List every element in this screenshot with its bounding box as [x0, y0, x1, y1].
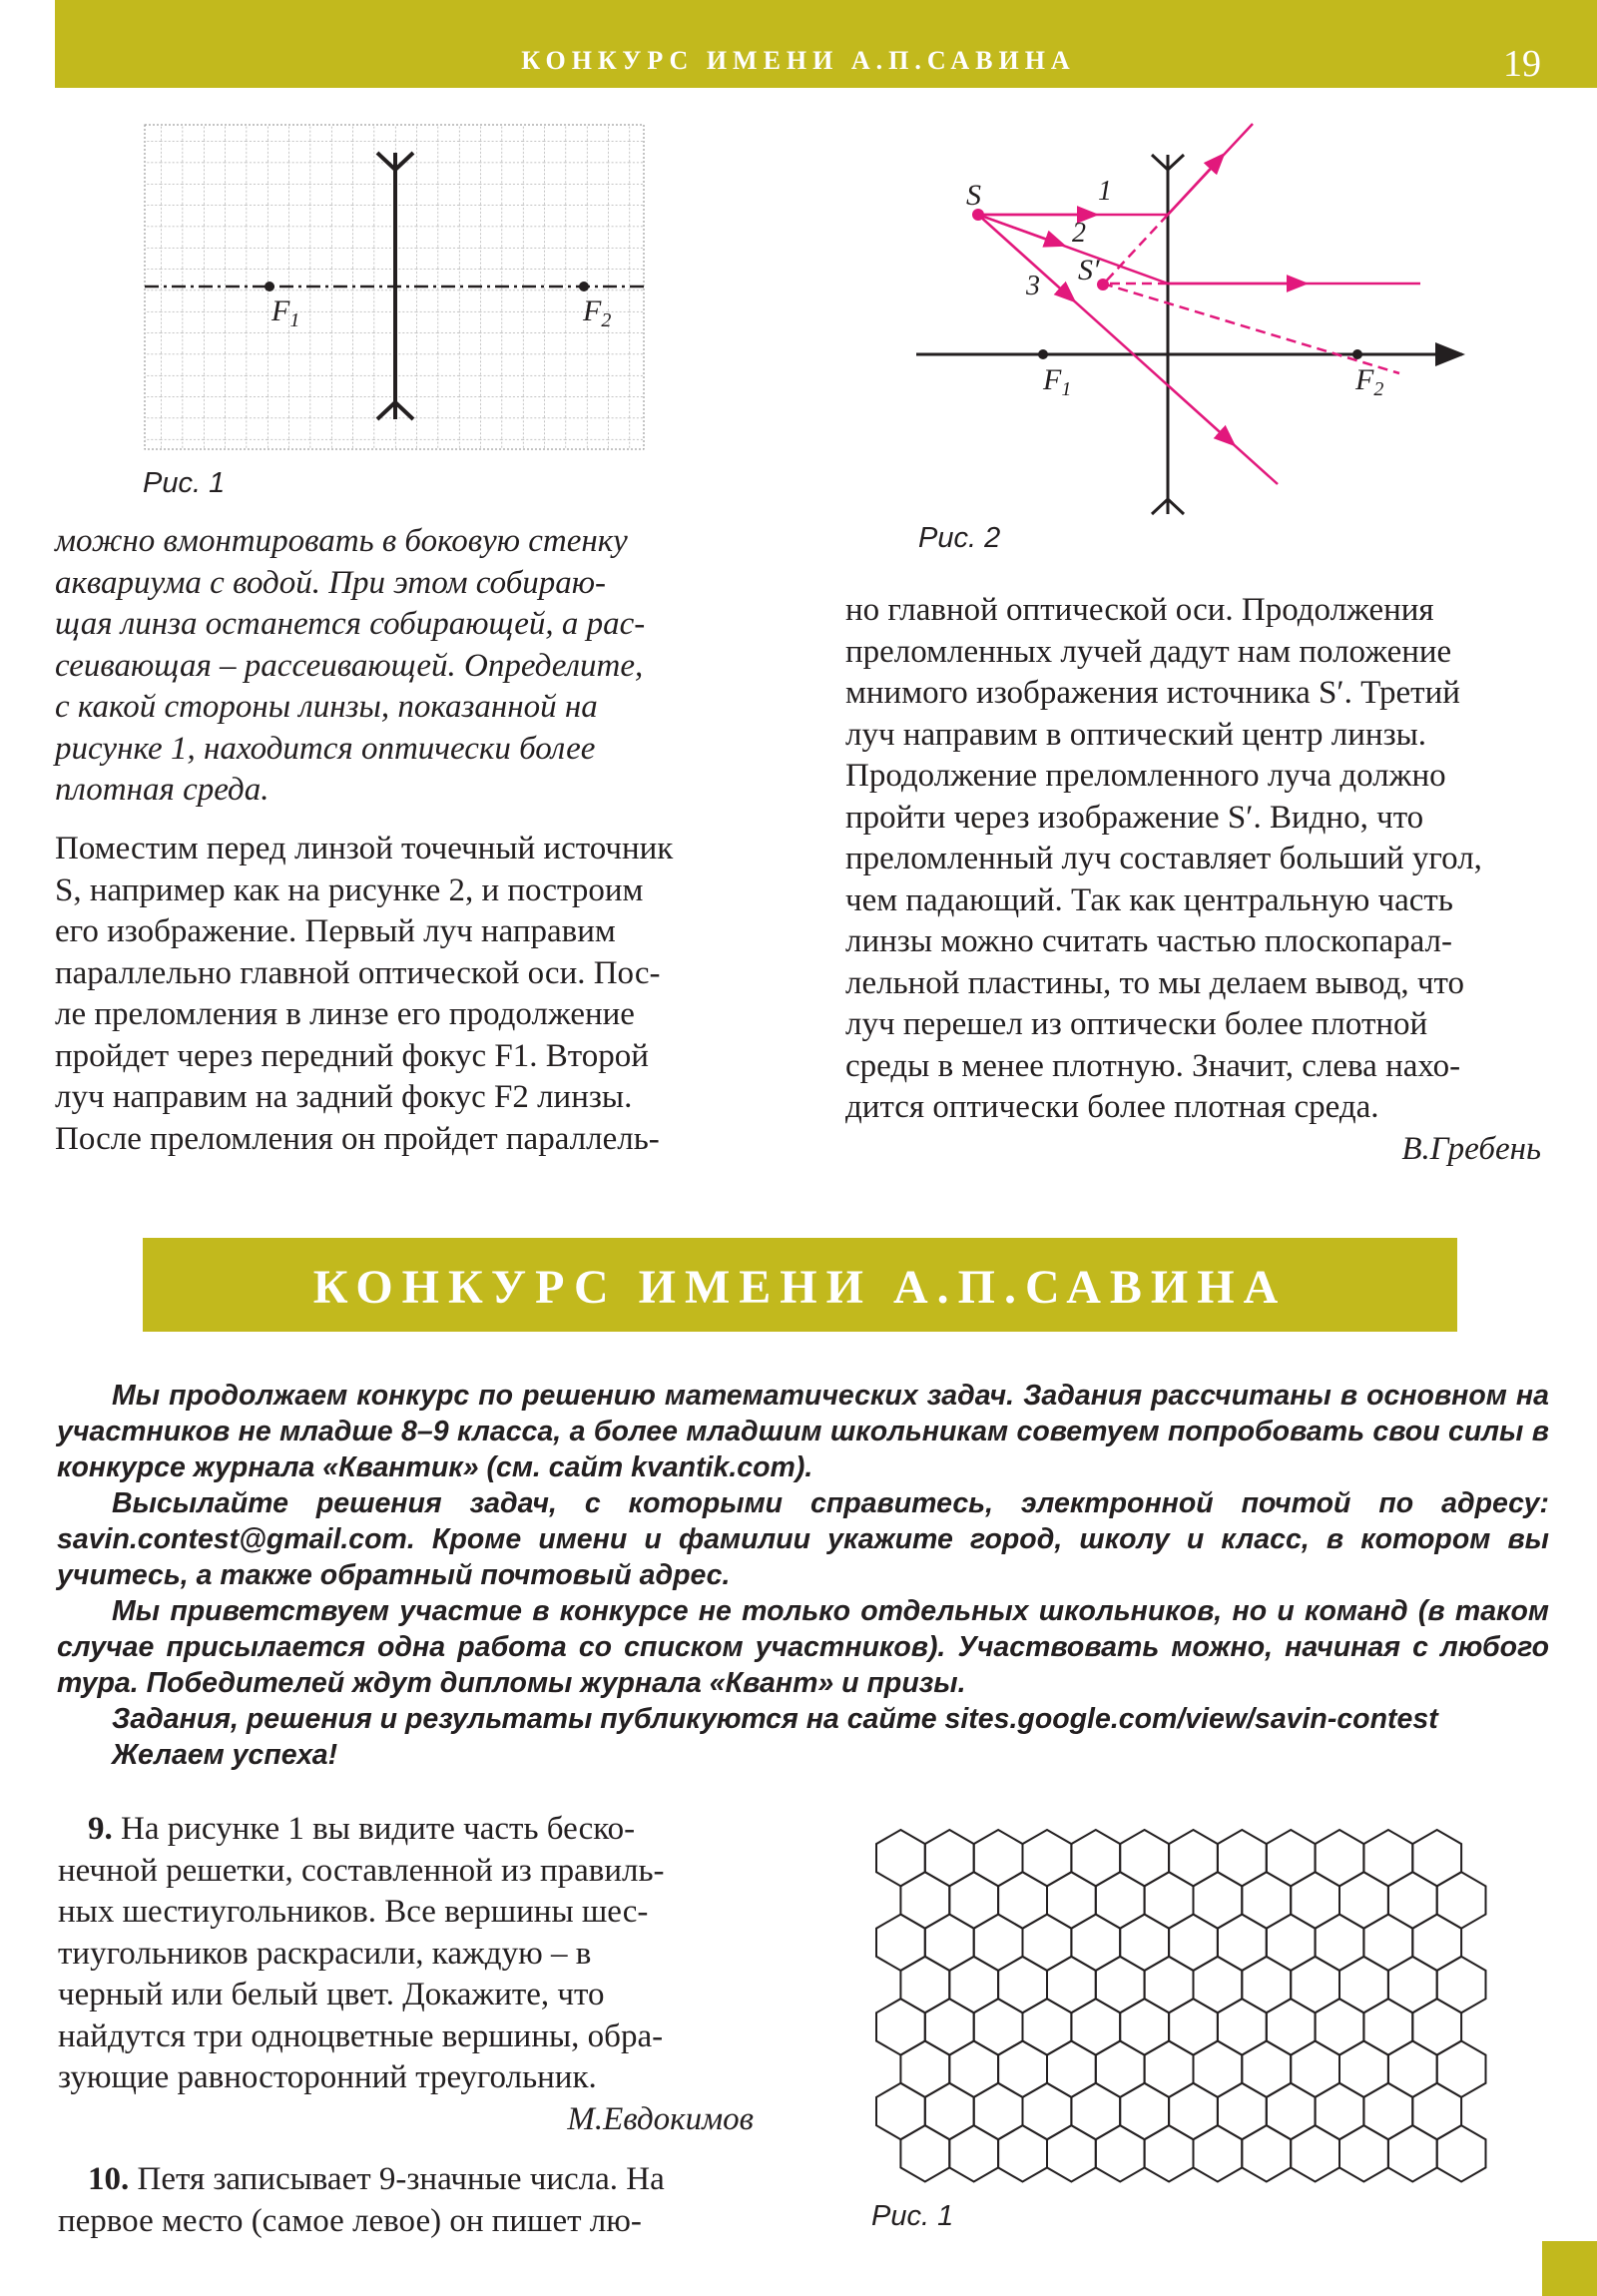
hexagon-cell: [1242, 2125, 1291, 2181]
hex-figure-caption: Рис. 1: [871, 2200, 954, 2232]
hexagon-cell: [1437, 2041, 1486, 2097]
problem-9: 9. На рисунке 1 вы видите часть беско- нечной решетки, составленной из правиль- ных шестиугольников. Все вершины шес- тиугольников раскрасили, каждую – в черный или белый цвет. Докажите, что найдутся три одноцветные вершины, обра- зующие равносторонний треугольник. М.Евдокимов: [58, 1809, 754, 2140]
hexagon-cell: [1023, 1999, 1072, 2054]
problem-9-number: 9.: [88, 1811, 113, 1847]
hexagon-cell: [1218, 2083, 1267, 2139]
hexagon-cell: [1291, 1957, 1339, 2012]
hexagon-cell: [1145, 1957, 1194, 2012]
focus-f1-point: [265, 282, 274, 291]
hexagon-cell: [1047, 1957, 1096, 2012]
hexagon-cell: [900, 2125, 949, 2181]
hexagon-cell: [1169, 1915, 1218, 1971]
label-f2-sub: 2: [601, 309, 612, 331]
label-ray-2: 2: [1072, 218, 1086, 249]
hexagon-cell: [1363, 2083, 1412, 2139]
intro-paragraph-2: Высылайте решения задач, с которыми справитесь, электронной почтой по адресу: savin.contest@gmail.com. Кроме имени и фамилии укажите город, школу и класс, в котором вы учитесь, а также обратный почтовый адрес.: [57, 1487, 1549, 1591]
svg-text:F1: [1042, 363, 1071, 400]
hexagon-cell: [1412, 2083, 1461, 2139]
hexagon-cell: [974, 1999, 1023, 2054]
hexagon-cell: [1047, 2041, 1096, 2097]
problem-10: 10. Петя записывает 9-значные числа. На первое место (самое левое) он пишет лю-: [58, 2161, 665, 2239]
hexagon-cell: [1339, 2125, 1388, 2181]
hexagon-cell: [949, 1957, 998, 2012]
hexagon-cell: [1096, 1872, 1145, 1928]
label-s: S: [966, 179, 981, 212]
hexagon-cell: [1120, 2083, 1169, 2139]
hexagon-cell: [1412, 1915, 1461, 1971]
hexagon-cell: [949, 2041, 998, 2097]
hexagon-cell: [1071, 1915, 1120, 1971]
contest-intro: [57, 1378, 1549, 1773]
figure-lens-grid: [140, 120, 659, 449]
header-title: КОНКУРС ИМЕНИ А.П.САВИНА: [521, 46, 1076, 75]
hexagon-cell: [1071, 2083, 1120, 2139]
hexagon-cell: [1388, 1957, 1437, 2012]
hexagon-cell: [1388, 2125, 1437, 2181]
hexagon-cell: [1412, 1999, 1461, 2054]
focus-f1-right: [1038, 349, 1048, 359]
label-ray-3: 3: [1026, 271, 1040, 301]
hexagon-cell: [925, 1915, 974, 1971]
hexagon-cell: [1267, 1915, 1316, 1971]
hexagon-cell: [998, 2041, 1047, 2097]
label-f2: F: [583, 294, 602, 327]
hexagon-cell: [1218, 1830, 1267, 1886]
focus-f2-point: [579, 282, 589, 291]
label-f1: F: [271, 294, 290, 327]
hexagon-cell: [925, 2083, 974, 2139]
hexagon-cell: [1023, 2083, 1072, 2139]
hexagon-cell: [876, 1830, 925, 1886]
problem-10-number: 10.: [88, 2161, 130, 2197]
hexagon-cell: [1242, 1872, 1291, 1928]
intro-paragraph-1: Мы продолжаем конкурс по решению математических задач. Задания рассчитаны в основном на участников не младше 8–9 класса, а более младшим школьникам советуем попробовать свои силы в конкурсе журнала «Квантик» (см. сайт kvantik.com).: [57, 1380, 1549, 1483]
hexagon-cell: [1023, 1830, 1072, 1886]
hexagon-cell: [1363, 1915, 1412, 1971]
hexagon-lattice-figure: [873, 1827, 1502, 2186]
label-f2-right-sub: 2: [1373, 378, 1384, 400]
hexagon-cell: [998, 1872, 1047, 1928]
hexagon-cell: [1071, 1999, 1120, 2054]
hexagon-cell: [998, 2125, 1047, 2181]
hexagon-cell: [1267, 1999, 1316, 2054]
hexagon-cell: [1267, 2083, 1316, 2139]
hexagon-cell: [974, 1915, 1023, 1971]
hexagon-cell: [1145, 1872, 1194, 1928]
ray-3-construction: [1103, 284, 1399, 373]
hexagon-cell: [1363, 1999, 1412, 2054]
label-f2-right: F: [1355, 363, 1374, 396]
solution-text: Поместим перед линзой точечный источник S, например как на рисунке 2, и построим его изображение. Первый луч направим параллельно главной оптической оси. Пос- ле преломления в линзе его продолжение пройдет через передний фокус F1. Второй луч направим на задний фокус F2 линзы. После преломления он пройдет параллель-: [55, 831, 674, 1157]
hexagon-cell: [1291, 2125, 1339, 2181]
hexagon-cell: [1388, 2041, 1437, 2097]
problem-end-text: можно вмонтировать в боковую стенку аквариума с водой. При этом собираю- щая линза останется собирающей, а рас- сеивающая – рассеивающей. Определите, с какой стороны линзы, показанной на рисунке 1, находится оптически более плотная среда.: [55, 523, 646, 808]
hexagon-cell: [949, 2125, 998, 2181]
hexagon-cell: [998, 1957, 1047, 2012]
hexagon-cell: [1316, 1915, 1364, 1971]
hexagon-cell: [974, 1830, 1023, 1886]
hexagon-cell: [1145, 2041, 1194, 2097]
label-s-prime: S′: [1078, 254, 1100, 287]
hexagon-cell: [1339, 1957, 1388, 2012]
figure-ray-diagram: [898, 120, 1477, 529]
hexagon-cell: [900, 1957, 949, 2012]
hexagon-cell: [1388, 1872, 1437, 1928]
hexagon-cell: [925, 1999, 974, 2054]
svg-text:F2: [1354, 363, 1383, 400]
hexagon-cell: [1096, 2041, 1145, 2097]
hexagon-cell: [1316, 1830, 1364, 1886]
hexagon-cell: [900, 1872, 949, 1928]
hexagon-cell: [1437, 1872, 1486, 1928]
hexagon-cell: [1412, 1830, 1461, 1886]
hexagon-cell: [1047, 2125, 1096, 2181]
figure-left-caption: Рис. 1: [143, 467, 226, 499]
corner-accent-box: [1542, 2241, 1597, 2296]
hexagon-cell: [1096, 2125, 1145, 2181]
section-banner-title: КОНКУРС ИМЕНИ А.П.САВИНА: [312, 1261, 1288, 1314]
hexagon-cell: [1437, 1957, 1486, 2012]
hexagon-cell: [1194, 2041, 1243, 2097]
hexagon-cell: [900, 2041, 949, 2097]
hexagon-cell: [1047, 1872, 1096, 1928]
hexagon-cell: [1218, 1915, 1267, 1971]
hexagon-cell: [1120, 1915, 1169, 1971]
hexagon-cell: [1194, 1957, 1243, 2012]
label-f1-right: F: [1043, 363, 1062, 396]
hexagon-cell: [1291, 1872, 1339, 1928]
hexagon-cell: [876, 1915, 925, 1971]
hexagon-cell: [1023, 1915, 1072, 1971]
hexagon-cell: [1194, 1872, 1243, 1928]
hexagon-cell: [974, 2083, 1023, 2139]
hexagon-cell: [1242, 2041, 1291, 2097]
intro-paragraph-5: Желаем успеха!: [112, 1739, 338, 1771]
solution-text-continued: но главной оптической оси. Продолжения преломленных лучей дадут нам положение мнимого изображения источника S′. Третий луч направим в оптический центр линзы. Продолжение преломленного луча должно пройти через изображение S′. Видно, что преломленный луч составляет больший угол, чем падающий. Так как центральную часть линзы можно считать частью плоскопарал- лельной пластины, то мы делаем вывод, что луч перешел из оптически более плотной среды в менее плотную. Значит, слева нахо- дится оптически более плотная среда. В.Гребень: [845, 590, 1541, 1170]
hexagon-cell: [1316, 2083, 1364, 2139]
hexagon-cell: [1194, 2125, 1243, 2181]
page-number: 19: [1503, 43, 1541, 85]
hexagon-cell: [1120, 1999, 1169, 2054]
hexagon-cell: [1169, 1999, 1218, 2054]
figure-right-caption: Рис. 2: [918, 522, 1001, 554]
hexagon-cell: [1267, 1830, 1316, 1886]
hexagon-cell: [876, 1999, 925, 2054]
hexagon-cell: [1339, 1872, 1388, 1928]
hexagon-cell: [1145, 2125, 1194, 2181]
ray-1-extension: [1103, 215, 1168, 285]
hexagon-cell: [1242, 1957, 1291, 2012]
label-ray-1: 1: [1098, 176, 1112, 207]
hexagon-cell: [1218, 1999, 1267, 2054]
hexagon-cell: [1316, 1999, 1364, 2054]
hexagon-cell: [1291, 2041, 1339, 2097]
hexagon-cell: [925, 1830, 974, 1886]
hexagon-cell: [876, 2083, 925, 2139]
hexagon-cell: [1169, 2083, 1218, 2139]
signature-greben: В.Гребень: [1401, 1130, 1541, 1167]
hexagon-cell: [1437, 2125, 1486, 2181]
label-f1-right-sub: 1: [1061, 378, 1072, 400]
intro-paragraph-4: Задания, решения и результаты публикуются на сайте sites.google.com/view/savin-contest: [112, 1703, 1438, 1735]
hexagon-cell: [1120, 1830, 1169, 1886]
label-f1-sub: 1: [289, 309, 300, 331]
intro-paragraph-3: Мы приветствуем участие в конкурсе не только отдельных школьников, но и команд (в таком случае присылается одна работа со списком участников). Участвовать можно, начиная с любого тура. Победителей ждут дипломы журнала «Квант» и призы.: [57, 1595, 1549, 1699]
hexagon-cell: [1363, 1830, 1412, 1886]
hexagon-cell: [1071, 1830, 1120, 1886]
hexagon-cell: [1339, 2041, 1388, 2097]
hexagon-cell: [1169, 1830, 1218, 1886]
focus-f2-right: [1352, 349, 1362, 359]
hexagon-cell: [949, 1872, 998, 1928]
problem-9-author: М.Евдокимов: [567, 2100, 754, 2137]
hexagon-cell: [1096, 1957, 1145, 2012]
